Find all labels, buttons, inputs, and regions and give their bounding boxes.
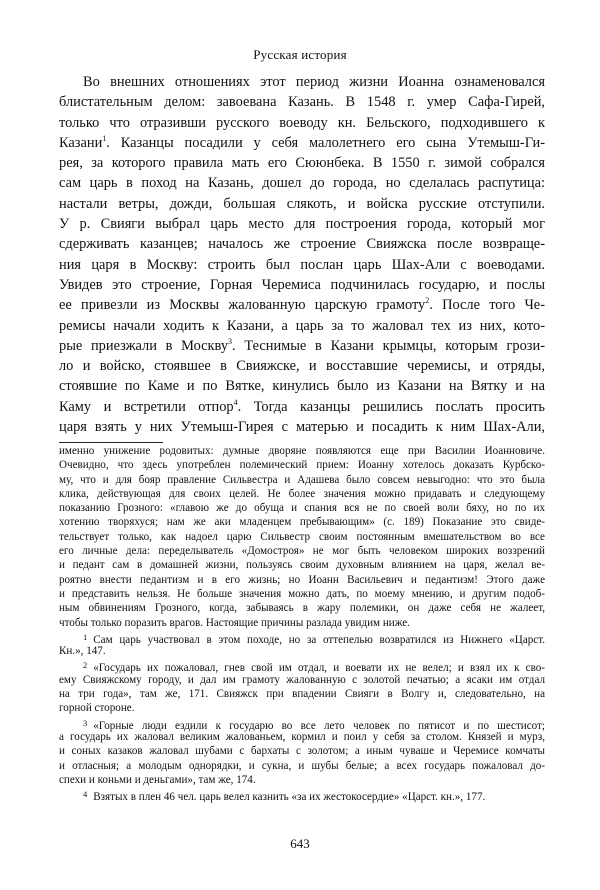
footnote-text: и отласныя; а молодым однорядки, и сукна, и шубы белые; а всех государь пожаловал до- xyxy=(59,759,545,772)
body-line xyxy=(59,194,545,214)
body-line-text: ремисы начали ходить к Казани, а царь за то жаловал тех из них, кото- xyxy=(59,317,545,334)
body-line xyxy=(59,214,545,234)
footnote-text: клика, действующая для своих целей. Не более значения можно придавать и следующему xyxy=(59,487,545,500)
footnote-text: а государь их жаловал великим жалованьем, кормил и поил у себя за столом. Князей и мурз, xyxy=(59,730,545,743)
body-line-text: Каму и встретили отпор xyxy=(59,398,234,415)
body-line xyxy=(59,92,545,112)
body-line xyxy=(59,397,545,417)
body-line xyxy=(59,316,545,336)
footnote-ref[interactable]: 3 xyxy=(228,336,233,346)
footnote-line xyxy=(59,673,545,687)
body-line-text: блистательным делом: завоевана Казань. В 1548 г. умер Сафа-Гирей, xyxy=(59,94,545,111)
footnote-ref[interactable]: 4 xyxy=(233,397,238,407)
body-line xyxy=(59,275,545,295)
footnote-line xyxy=(59,458,545,472)
footnote-number: 2 xyxy=(83,660,88,671)
footnote-line xyxy=(59,744,545,758)
footnote-text: ему Свияжскому городу, и дал им грамоту жалованную с золотой печатью; а ясаки им отдал xyxy=(59,673,545,686)
footnote-line xyxy=(59,787,545,804)
footnote-line xyxy=(59,701,545,715)
body-line xyxy=(59,153,545,173)
footnote-line xyxy=(59,644,545,658)
footnote-line xyxy=(59,687,545,701)
body-line-text: . После того Че- xyxy=(429,297,545,314)
footnote-line xyxy=(59,658,545,675)
footnote-text: Кн.», 147. xyxy=(59,645,106,658)
running-head: Русская история xyxy=(253,47,347,62)
body-line-text: Казани xyxy=(59,134,103,151)
body-line-text: . Теснимые в Казани крымцы, которым грози- xyxy=(232,337,545,354)
body-line-text: ло и войско, стоявшее в Свияжске, и восставшие черемисы, и отряды, xyxy=(59,358,545,375)
body-line-text: Во внешних отношениях этот период жизни Иоанна ознаменовался xyxy=(83,74,545,90)
footnote-line xyxy=(59,759,545,773)
footnote-text: именно унижение родовитых: думные дворяне появляются еще при Василии Иоанновиче. xyxy=(59,445,545,457)
footnote-text: горной стороне. xyxy=(59,702,135,715)
body-line xyxy=(59,417,545,437)
body-line xyxy=(59,234,545,254)
footnote-line xyxy=(59,487,545,501)
footnote-text: «Горные люди ездили к государю во все лето человек по пятисот и по шестисот; xyxy=(93,719,545,732)
footnotes xyxy=(59,444,545,804)
footnote-line xyxy=(59,587,545,601)
body-line-text: рея, за которого правила мать его Сююнбека. В 1550 г. зимой собрался xyxy=(59,155,545,172)
body-line-text: . Тогда казанцы решились послать просить xyxy=(237,398,546,415)
body-line-text: ее привезли из Москвы жалованную царскую грамоту xyxy=(59,297,426,314)
footnote-separator xyxy=(59,442,163,443)
footnote-line xyxy=(59,616,545,630)
page-number: 643 xyxy=(290,836,310,851)
footnote-line xyxy=(59,630,545,644)
footnote-line xyxy=(59,444,545,458)
footnote-text: и представить нельзя. Не больше значения можно дать, по моему мнению, и другим подоб- xyxy=(59,587,545,600)
footnote-line xyxy=(59,773,545,787)
body-line xyxy=(59,72,545,92)
footnote-line xyxy=(59,544,545,558)
body-line-text: . Казанцы посадили у себя малолетнего его сына Утемыш-Ги- xyxy=(106,134,545,151)
body-line-text: ния царя в Москву: строить был послан царь Шах-Али с воеводами. xyxy=(59,256,545,273)
footnote-line xyxy=(59,473,545,487)
footnote-text: его личные дела: переделыватель «Домостроя» не мог быть человеком широких воззрений xyxy=(59,545,545,558)
body-line xyxy=(59,133,545,153)
footnote-text: и соных казаков жаловал шубами с бархаты с золотом; а иным чуваше и Черемисе комчаты xyxy=(59,745,545,758)
body-line-text: сдерживать казанцев; началось же строение Свияжска после возвраще- xyxy=(59,236,545,253)
footnote-text: Взятых в плен 46 чел. царь велел казнить «за их жестокосердие» «Царст. кн.», 177. xyxy=(93,791,486,804)
footnote-ref[interactable]: 2 xyxy=(425,296,430,306)
footnote-number: 4 xyxy=(83,789,88,800)
body-line xyxy=(59,336,545,356)
footnote-text: роятно внести педантизм и в его жизнь; но Иоанн Васильевич и педантизм! Этого даже xyxy=(59,573,545,586)
footnote-number: 3 xyxy=(83,717,88,728)
body-line-text: стоявшие по Каме и по Вятке, кинулись было из Казани на Вятку и на xyxy=(59,378,545,395)
footnote-line xyxy=(59,515,545,529)
footnote-line xyxy=(59,501,545,515)
footnote-text: показанию Грозного: «главою же до обуща и спания вся не по своей воли бяху, но по их xyxy=(59,502,545,515)
footnote-line xyxy=(59,573,545,587)
body-line-text: У р. Свияги выбрал царь место для построения города, который мог xyxy=(59,216,545,233)
body-line xyxy=(59,113,545,133)
footnote-line xyxy=(59,601,545,615)
body-line-text: сам царь в поход на Казань, дошел до города, но сделалась распутица: xyxy=(59,175,545,192)
footnote-text: «Государь их пожаловал, гнев свой им отдал, и воевати их не велел; и взял их к сво- xyxy=(93,662,545,675)
main-text xyxy=(59,72,545,437)
body-line xyxy=(59,173,545,193)
body-line xyxy=(59,295,545,315)
body-line xyxy=(59,356,545,376)
body-line-text: настали ветры, дожди, большая слякоть, и войска русские отступили. xyxy=(59,195,545,212)
footnote-text: Очевидно, что здесь употреблен полемический прием: Иоанну хотелось доказать Курбско- xyxy=(59,459,545,472)
footnote-line xyxy=(59,530,545,544)
body-line-text: царя взять у них Утемыш-Гирея с матерью и посадить к ним Шах-Али, xyxy=(59,419,545,436)
footnote-text: му, что и для бояр правление Сильвестра и Адашева было совсем невыгодно: что это была xyxy=(59,473,545,486)
footnote-text: на три года», там же, 171. Свияжск при впадении Свияги в Волгу и, следовательно, на xyxy=(59,688,545,701)
footnote-ref[interactable]: 1 xyxy=(102,133,107,143)
footnote-number: 1 xyxy=(83,631,88,642)
body-line-text: Увидев это строение, Горная Черемиса подчинилась государю, и послы xyxy=(59,276,545,293)
footnote-text: спехи и коньми и деньгами», там же, 174. xyxy=(59,773,256,786)
footnote-line xyxy=(59,730,545,744)
footnote-line xyxy=(59,558,545,572)
footnote-text: тельствует только, как надоел царю Сильвестр своим постоянным вмешательством во все xyxy=(59,530,545,543)
body-line xyxy=(59,255,545,275)
footnote-text: хотению творяхуся; нам же аки младенцем пребывающим» (с. 189) Показание это свиде- xyxy=(59,516,545,529)
body-line-text: только что отразивши русского воеводу кн. Бельского, подходившего к xyxy=(59,114,545,131)
footnote-line xyxy=(59,716,545,730)
footnote-text: чтобы только поразить врагов. Настоящие причины разлада увидим ниже. xyxy=(59,616,410,629)
footnote-text: Сам царь участвовал в этом походе, но за оттепелью возвратился из Нижнего «Царст. xyxy=(93,633,545,646)
body-line-text: рые приезжали в Москву xyxy=(59,337,229,354)
footnote-text: и педант сам в домашней жизни, пользуясь своим духовным влиянием на царя, желал ве- xyxy=(59,559,545,572)
body-line xyxy=(59,376,545,396)
footnote-text: ным обвинениям Грозного, когда, забываясь в жару полемики, он даже себя не жалеет, xyxy=(59,602,545,615)
